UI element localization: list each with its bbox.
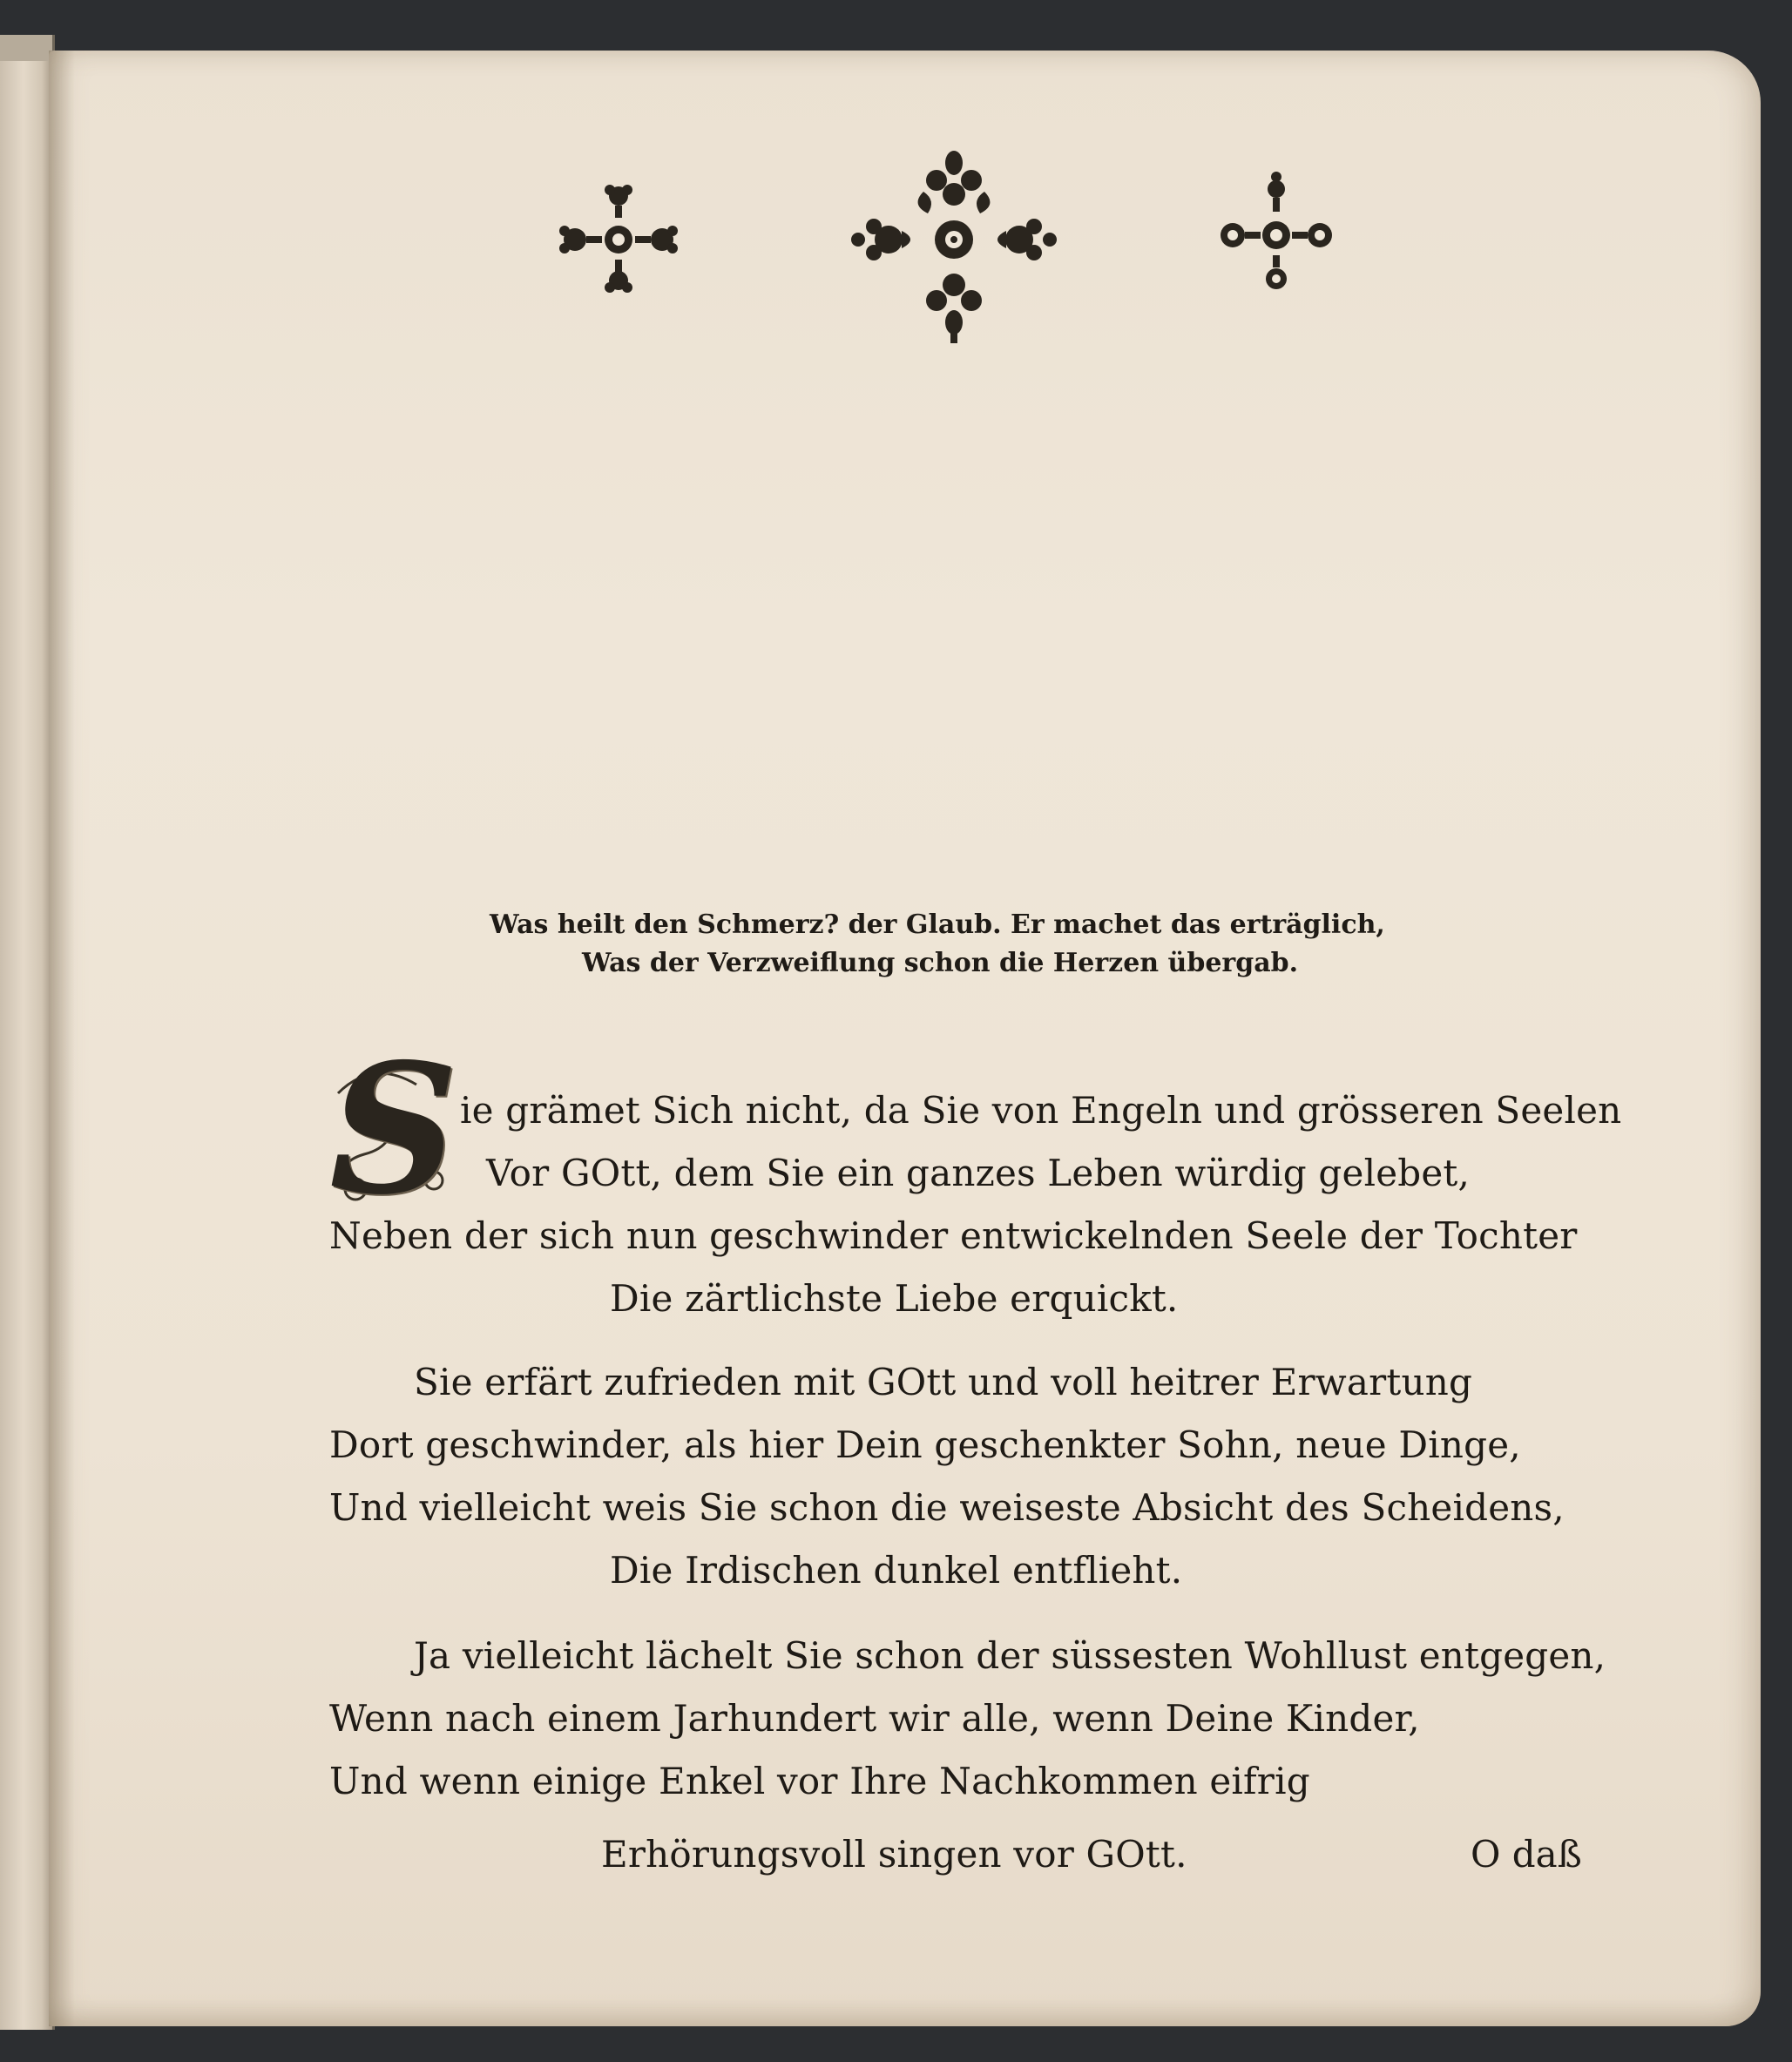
- catchword: O daß: [1471, 1833, 1582, 1876]
- poem-line: Wenn nach einem Jarhundert wir alle, wenn Deine Kinder,: [329, 1697, 1420, 1740]
- floral-ornament-icon-right: [1207, 170, 1346, 301]
- gutter-shadow: [49, 51, 75, 2026]
- poem-line: Und wenn einige Enkel vor Ihre Nachkommen eifrig: [329, 1760, 1310, 1802]
- poem-line: Die Irdischen dunkel entflieht.: [610, 1549, 1183, 1592]
- poem-line: Sie erfärt zufrieden mit GOtt und voll heitrer Erwartung: [414, 1361, 1473, 1403]
- floral-ornament-icon-left: [549, 174, 688, 305]
- drop-cap-initial: [329, 1025, 460, 1234]
- drop-cap-letter: S: [329, 1025, 459, 1234]
- poem-line: Die zärtlichste Liebe erquickt.: [610, 1277, 1179, 1320]
- previous-page-top-fold: [0, 35, 52, 61]
- poem-line: Erhörungsvoll singen vor GOtt.: [601, 1833, 1187, 1876]
- previous-page-edge: [0, 35, 55, 2030]
- poem-line: Neben der sich nun geschwinder entwickelnden Seele der Tochter: [329, 1214, 1578, 1257]
- poem-line: Vor GOtt, dem Sie ein ganzes Leben würdig gelebet,: [486, 1152, 1471, 1194]
- floral-ornament-icon-center: [849, 144, 1058, 344]
- poem-line: ie grämet Sich nicht, da Sie von Engeln und grösseren Seelen: [460, 1089, 1622, 1132]
- poem-line: Dort geschwinder, als hier Dein geschenkter Sohn, neue Dinge,: [329, 1423, 1521, 1466]
- motto-line: Was heilt den Schmerz? der Glaub. Er machet das erträglich,: [490, 909, 1385, 940]
- poem-line: Und vielleicht weis Sie schon die weiseste Absicht des Scheidens,: [329, 1486, 1565, 1529]
- poem-line: Ja vielleicht lächelt Sie schon der süssesten Wohllust entgegen,: [414, 1634, 1606, 1677]
- motto-line: Was der Verzweiflung schon die Herzen übergab.: [582, 948, 1299, 978]
